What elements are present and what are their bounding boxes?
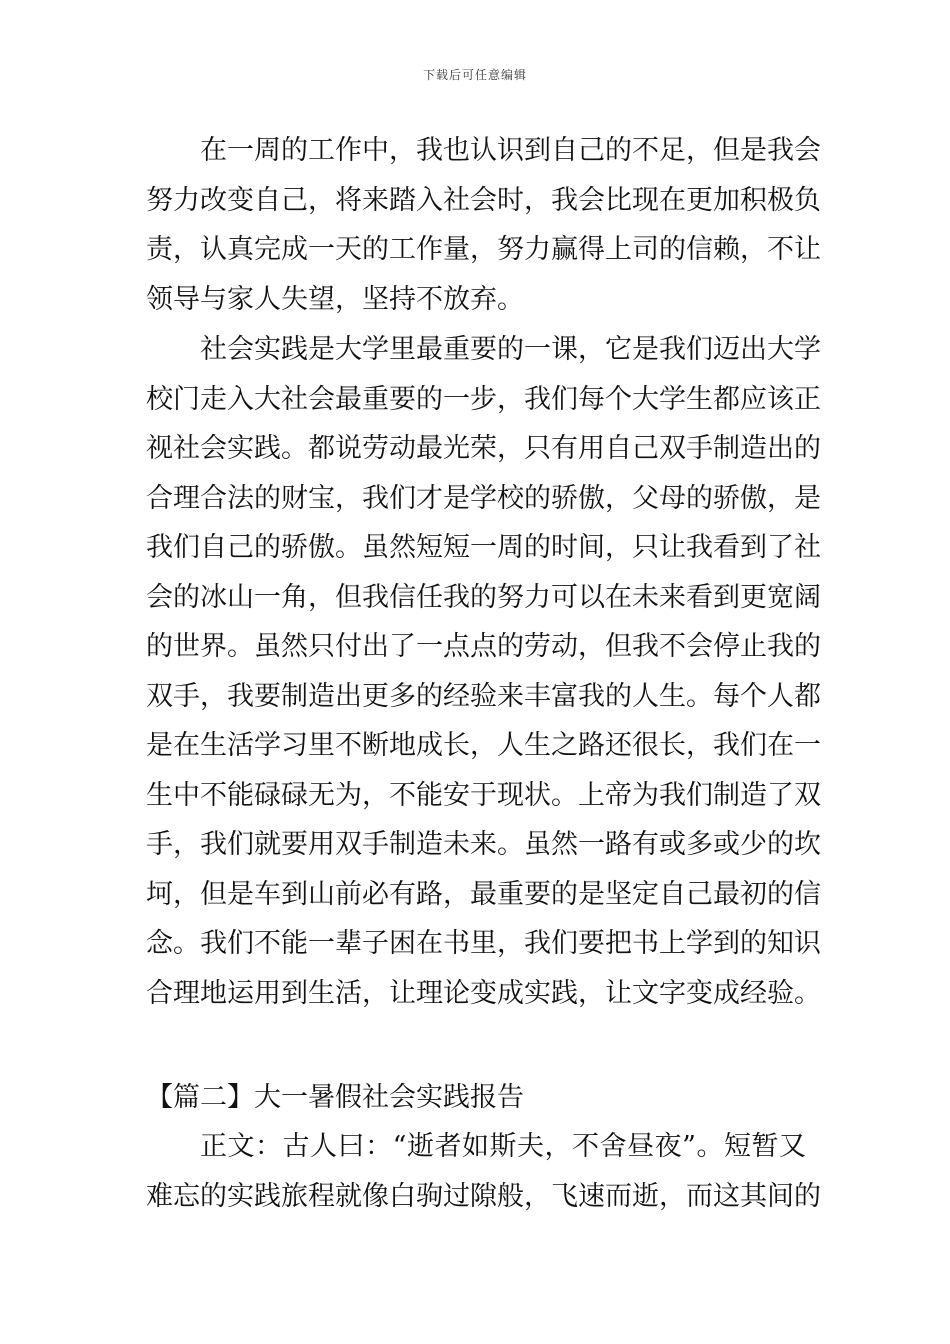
text-line: 的世界。虽然只付出了一点点的劳动，但我不会停止我的 xyxy=(146,631,821,662)
text-line: 责，认真完成一天的工作量，努力赢得上司的信赖，不让 xyxy=(146,234,821,265)
text-line: 是在生活学习里不断地成长，人生之路还很长，我们在一 xyxy=(146,730,821,761)
text-line: 会的冰山一角，但我信任我的努力可以在未来看到更宽阔 xyxy=(146,581,821,613)
section-heading: 【篇二】大一暑假社会实践报告 xyxy=(146,1082,524,1113)
text-line: 领导与家人失望，坚持不放弃。 xyxy=(146,283,524,315)
section-paragraph xyxy=(146,1122,821,1221)
header-note: 下载后可任意编辑 xyxy=(422,68,527,82)
text-line: 合理合法的财宝，我们才是学校的骄傲，父母的骄傲，是 xyxy=(146,482,821,514)
text-line: 校门走入大社会最重要的一步，我们每个大学生都应该正 xyxy=(146,383,821,415)
text-line: 生中不能碌碌无为，不能安于现状。上帝为我们制造了双 xyxy=(146,779,821,811)
text-line: 视社会实践。都说劳动最光荣，只有用自己双手制造出的 xyxy=(146,433,821,464)
text-line: 手，我们就要用双手制造未来。虽然一路有或多或少的坎 xyxy=(146,829,821,860)
paragraph-1 xyxy=(146,126,821,324)
text-line: 正文：古人曰：“逝者如斯夫，不舍昼夜”。短暂又 xyxy=(200,1131,806,1162)
text-line: 合理地运用到生活，让理论变成实践，让文字变成经验。 xyxy=(146,977,821,1009)
text-line: 我们自己的骄傲。虽然短短一周的时间，只让我看到了社 xyxy=(146,532,821,563)
text-line: 在一周的工作中，我也认识到自己的不足，但是我会 xyxy=(200,135,821,166)
text-line: 坷，但是车到山前必有路，最重要的是坚定自己最初的信 xyxy=(146,878,821,910)
text-line: 难忘的实践旅程就像白驹过隙般，飞速而逝，而这其间的 xyxy=(146,1180,821,1212)
text-line: 社会实践是大学里最重要的一课，它是我们迈出大学 xyxy=(200,334,821,365)
text-line: 念。我们不能一辈子困在书里，我们要把书上学到的知识 xyxy=(146,928,821,959)
paragraph-2 xyxy=(146,325,821,1018)
text-line: 努力改变自己，将来踏入社会时，我会比现在更加积极负 xyxy=(146,184,821,216)
text-line: 双手，我要制造出更多的经验来丰富我的人生。每个人都 xyxy=(146,680,821,712)
